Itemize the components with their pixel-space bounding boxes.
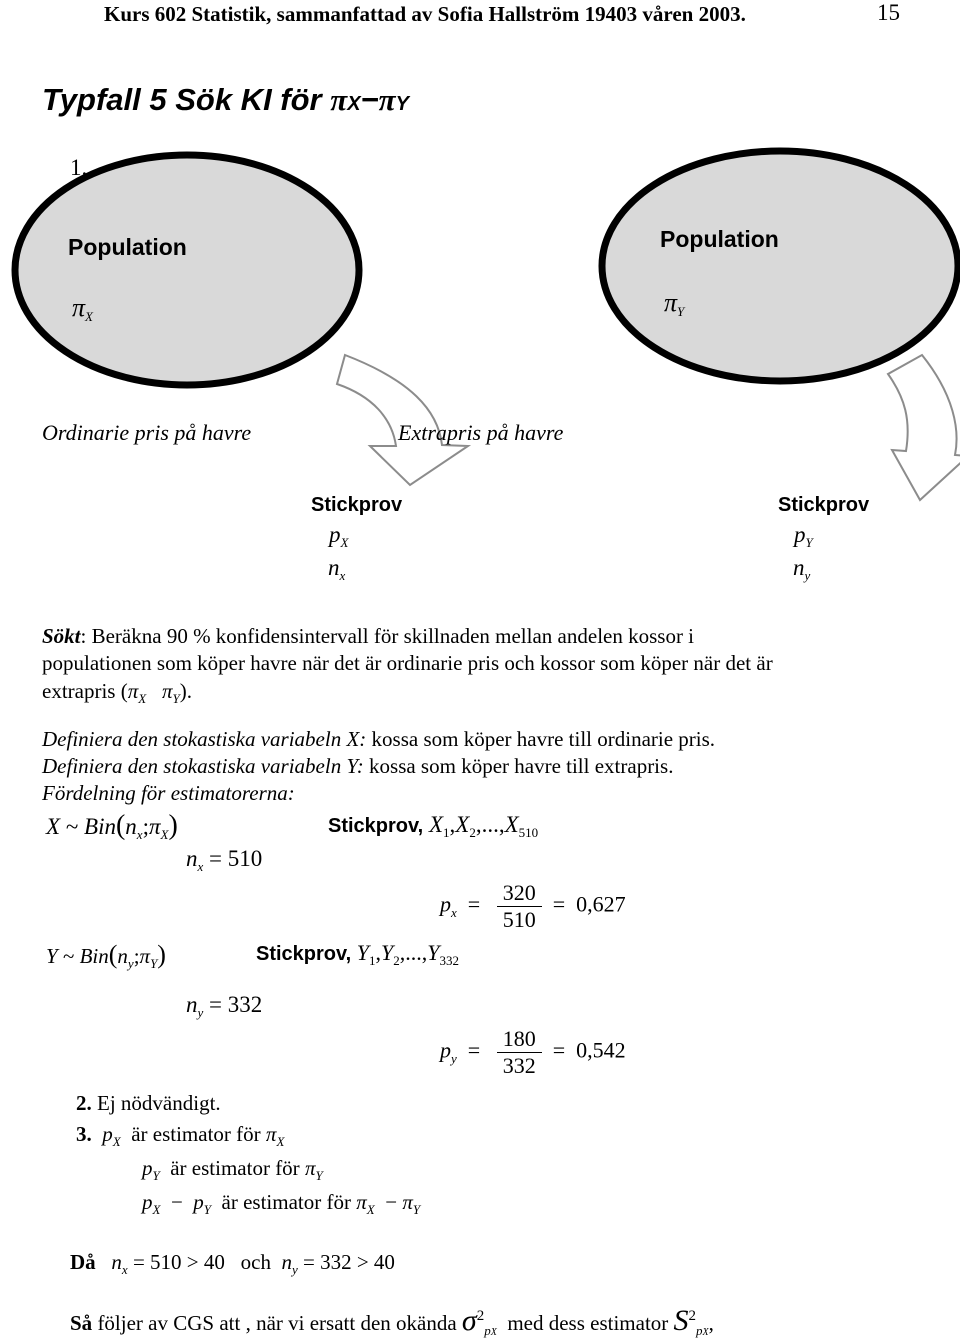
py-p: p xyxy=(440,1037,451,1063)
da-nx-sub: x xyxy=(121,1262,128,1277)
x-dist-tilde: ~ xyxy=(65,814,79,839)
n-x-n: n xyxy=(328,555,340,580)
x-sample-comma: , xyxy=(449,812,456,837)
population-y-label: Population xyxy=(660,226,779,252)
y-sample-list xyxy=(256,940,459,966)
page-number: 15 xyxy=(877,0,900,25)
s3l3-pi2: π xyxy=(402,1190,413,1214)
step-3-line-3 xyxy=(142,1190,420,1215)
definition-x-rest: kossa som köper havre till ordinarie pris. xyxy=(366,727,716,751)
step-2-text: Ej nödvändigt. xyxy=(97,1091,221,1115)
s3l3-pi1: π xyxy=(356,1190,367,1214)
y-sample-label: Stickprov, xyxy=(256,943,352,965)
ny-eq: = 332 xyxy=(209,992,263,1017)
p-y-symbol xyxy=(794,522,813,548)
s3l1-p: p xyxy=(102,1122,113,1146)
px-eq2: = xyxy=(552,891,566,917)
sa-s-sub-x: X xyxy=(702,1327,709,1338)
sa-s: S xyxy=(673,1304,689,1337)
sokt-label: Sökt xyxy=(42,624,81,648)
title-y: Y xyxy=(395,93,409,115)
px-fraction xyxy=(497,880,542,933)
sokt-text-1: : Beräkna 90 % konfidensintervall för skillnaden mellan andelen kossor i xyxy=(80,624,695,648)
title-pi-x: π xyxy=(330,82,348,117)
x-sample-x2: X xyxy=(455,812,470,837)
definition-x xyxy=(42,727,715,752)
y-sample-y2: Y xyxy=(380,940,394,965)
y-dist-n: n xyxy=(117,944,128,968)
s3l3-p1: p xyxy=(142,1190,153,1214)
sa-sigma-sub-p: p xyxy=(484,1323,491,1338)
sokt-text-3a: extrapris ( xyxy=(42,679,128,703)
y-dist-tilde: ~ xyxy=(62,944,75,968)
definition-y-italic: Definiera den stokastiska variabeln Y: xyxy=(42,754,364,778)
definition-y xyxy=(42,754,673,779)
da-ny: n xyxy=(281,1250,292,1274)
px-den: 510 xyxy=(502,907,536,932)
title-prefix: Typfall 5 Sök KI för xyxy=(42,82,322,117)
sa-sigma: σ xyxy=(461,1304,477,1337)
x-sample-1: 1 xyxy=(443,825,450,840)
px-val: 0,627 xyxy=(576,891,626,917)
p-y-p: p xyxy=(794,522,806,547)
x-dist-pi: π xyxy=(148,814,161,839)
y-dist-bin: Bin xyxy=(79,944,109,968)
title-pi-y: π xyxy=(378,82,396,117)
x-dist-n: n xyxy=(125,814,137,839)
s3l3-minus2: − xyxy=(385,1190,398,1214)
x-sample-xn: X xyxy=(504,812,519,837)
pi-x-pi: π xyxy=(72,293,86,322)
da-label: Då xyxy=(70,1250,96,1274)
y-dist-n-sub: y xyxy=(127,956,134,971)
step-3-line-1 xyxy=(76,1122,284,1147)
y-sample-2: 2 xyxy=(393,953,400,968)
n-x-symbol xyxy=(328,555,345,581)
n-y-symbol xyxy=(793,555,810,581)
sokt-pi-y: π xyxy=(161,679,173,703)
s3l1-pi-sub: X xyxy=(276,1134,285,1149)
population-diagram xyxy=(0,0,960,620)
y-sample-yn: Y xyxy=(427,940,440,965)
s3l2-p-sub: Y xyxy=(152,1168,160,1183)
definition-y-rest: kossa som köper havre till extrapris. xyxy=(363,754,674,778)
pi-y-sub: Y xyxy=(677,304,685,319)
x-sample-label: Stickprov, xyxy=(328,815,424,837)
px-p: p xyxy=(440,891,451,917)
s3l3-pi2-sub: Y xyxy=(412,1202,421,1217)
da-line xyxy=(70,1250,395,1275)
da-ny-sub: y xyxy=(291,1262,298,1277)
s3l2-text: är estimator för xyxy=(170,1156,300,1180)
population-x-ellipse xyxy=(15,155,359,385)
s3l3-p2: p xyxy=(193,1190,204,1214)
py-num: 180 xyxy=(497,1026,542,1053)
ny-value xyxy=(186,992,262,1018)
s3l3-text: är estimator för xyxy=(221,1190,351,1214)
x-sample-list xyxy=(328,812,538,838)
y-distribution: Y ~ $Bin(n_y;\pi_Y)$ xyxy=(46,940,166,971)
s3l2-pi-sub: Y xyxy=(315,1168,323,1183)
sa-sigma-sub-x: X xyxy=(490,1327,497,1338)
step-2-number: 2. xyxy=(76,1091,92,1115)
population-x-label: Population xyxy=(68,234,187,260)
sa-label: Så xyxy=(70,1311,93,1335)
y-dist-y: Y xyxy=(46,944,58,968)
da-nx-expr: = 510 > 40 xyxy=(132,1250,225,1274)
y-sample-1: 1 xyxy=(368,953,376,968)
s3l2-pi: π xyxy=(304,1156,316,1180)
s3l3-pi1-sub: X xyxy=(366,1202,375,1217)
pi-y-symbol xyxy=(664,288,684,318)
py-fraction xyxy=(497,1026,542,1079)
py-eq1: = xyxy=(467,1037,481,1063)
py-sub: y xyxy=(451,1050,457,1066)
x-dist-semi: ; xyxy=(142,814,149,839)
step-2 xyxy=(76,1091,221,1116)
p-x-sub: X xyxy=(340,535,349,550)
px-sub: x xyxy=(451,904,457,920)
da-nx: n xyxy=(111,1250,122,1274)
y-sample-332: 332 xyxy=(439,953,459,968)
y-sample-y1: Y xyxy=(356,940,369,965)
nx-eq: = 510 xyxy=(209,846,263,871)
sokt-line-3 xyxy=(42,679,192,704)
sokt-line-2: populationen som köper havre när det är ordinarie pris och kossor som köper när det är xyxy=(42,651,773,675)
arrow-right-icon xyxy=(888,355,960,500)
s3l3-p1-sub: X xyxy=(152,1202,161,1217)
s3l1-pi: π xyxy=(265,1122,277,1146)
y-sample-comma: , xyxy=(375,940,381,965)
x-sample-x1: X xyxy=(428,812,444,837)
sokt-line-1 xyxy=(42,624,694,649)
nx-value xyxy=(186,846,262,872)
da-och: och xyxy=(240,1250,271,1274)
x-dist-pi-sub: X xyxy=(160,827,169,842)
nx-sub: x xyxy=(197,859,204,874)
ny-sub: y xyxy=(197,1005,204,1020)
step-1-number: 1. xyxy=(70,155,88,180)
p-x-p: p xyxy=(329,522,341,547)
population-y-ellipse xyxy=(602,151,958,381)
py-estimate xyxy=(440,1026,626,1079)
sa-med: med dess estimator xyxy=(507,1311,669,1335)
n-x-sub: x xyxy=(339,568,346,583)
py-val: 0,542 xyxy=(576,1037,626,1063)
sokt-pi-x: π xyxy=(127,679,139,703)
x-dist-n-sub: x xyxy=(136,827,143,842)
s3l1-text: är estimator för xyxy=(131,1122,261,1146)
step-3-line-2 xyxy=(142,1156,323,1181)
s3l1-p-sub: X xyxy=(112,1134,121,1149)
sample-x-label: Stickprov xyxy=(311,494,403,516)
x-distribution: X ~ $Bin(n_x;\pi_X)$ xyxy=(46,810,178,842)
nx-n: n xyxy=(186,846,198,871)
x-dist-bin: Bin xyxy=(84,814,116,839)
title-minus: − xyxy=(360,82,379,117)
sample-y-label: Stickprov xyxy=(778,494,870,516)
y-dist-pi: π xyxy=(139,944,151,968)
py-den: 332 xyxy=(502,1053,536,1078)
y-dist-semi: ; xyxy=(133,944,140,968)
px-estimate xyxy=(440,880,626,933)
s3l2-p: p xyxy=(142,1156,153,1180)
ny-n: n xyxy=(186,992,198,1017)
pi-y-pi: π xyxy=(664,288,678,317)
s3l3-p2-sub: Y xyxy=(203,1202,212,1217)
x-dist-x: X xyxy=(46,814,61,839)
sa-s-sub-p: p xyxy=(696,1323,703,1338)
px-eq1: = xyxy=(467,891,481,917)
py-eq2: = xyxy=(552,1037,566,1063)
pi-x-symbol xyxy=(72,293,93,323)
x-sample-2: 2 xyxy=(469,825,476,840)
title-x: X xyxy=(347,93,361,115)
p-y-sub: Y xyxy=(805,535,813,550)
x-sample-dots: ,..., xyxy=(475,812,505,837)
sa-s-sq: 2 xyxy=(688,1308,697,1324)
sa-line xyxy=(70,1304,714,1338)
right-caption: Extrapris på havre xyxy=(398,420,564,445)
y-dist-pi-sub: Y xyxy=(150,956,158,971)
sokt-text-3b: ). xyxy=(179,679,192,703)
y-sample-dots: ,..., xyxy=(399,940,428,965)
step-3-number: 3. xyxy=(76,1122,92,1146)
sa-end: , xyxy=(708,1311,714,1335)
page-header: Kurs 602 Statistik, sammanfattad av Sofia Hallström 19403 våren 2003. xyxy=(104,2,746,26)
n-y-sub: y xyxy=(804,568,811,583)
sokt-pi-x-sub: X xyxy=(138,691,147,706)
p-x-symbol xyxy=(329,522,348,548)
left-caption: Ordinarie pris på havre xyxy=(42,420,252,445)
da-ny-expr: = 332 > 40 xyxy=(303,1250,395,1274)
s3l3-minus: − xyxy=(170,1190,183,1214)
sokt-pi-y-sub: Y xyxy=(172,691,180,706)
x-sample-510: 510 xyxy=(518,825,539,840)
definition-x-italic: Definiera den stokastiska variabeln X: xyxy=(42,727,367,751)
distribution-heading: Fördelning för estimatorerna: xyxy=(42,781,295,805)
sa-text: följer av CGS att , när vi ersatt den okända xyxy=(97,1311,457,1335)
n-y-n: n xyxy=(793,555,805,580)
sa-sigma-sq: 2 xyxy=(476,1308,485,1324)
pi-x-sub: X xyxy=(85,309,93,324)
px-num: 320 xyxy=(497,880,542,907)
